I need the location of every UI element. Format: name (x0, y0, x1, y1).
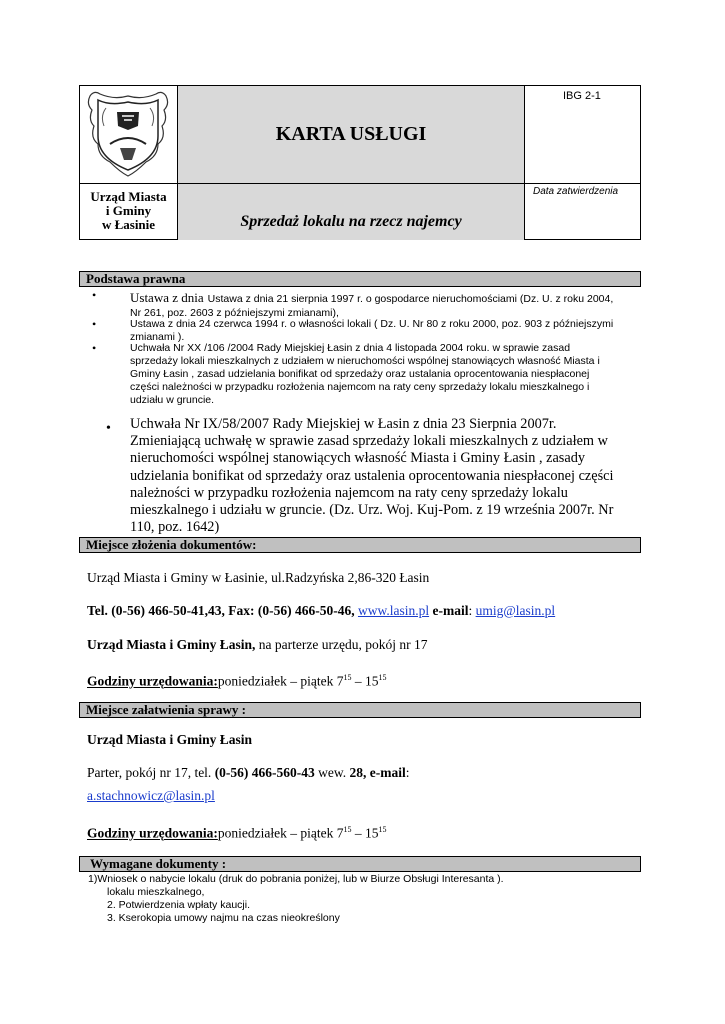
handling-hours-dash: – 15 (351, 825, 379, 841)
documents-item-2: 2. Potwierdzenia wpłaty kaucji. (107, 899, 250, 911)
card-title: KARTA USŁUGI (275, 123, 427, 145)
legal-item-4-line-3: nieruchomości wspólnej stanowiących własność Miasta i Gminy Łasin , zasady (130, 450, 586, 467)
handling-heading: Miejsce załatwienia sprawy : (79, 702, 641, 718)
legal-item-4-line-4: udzielania bonifikat od sprzedaży oraz ustalenia oprocentowania niespłaconej części (130, 467, 614, 484)
submit-office-room: na parterze urzędu, pokój nr 17 (255, 637, 428, 652)
handling-ext-label: wew. (314, 765, 350, 780)
legal-item-4-line-6: mieszkalnego i udziału w gruncie. (Dz. Urz. Woj. Kuj-Pom. z 19 września 2007r. Nr (130, 502, 614, 519)
submit-hours-label: Godziny urzędowania: (87, 673, 218, 689)
legal-item-3-line-2: sprzedaży lokali mieszkalnych z udziałem w nieruchomości wspólnej stanowiących własność Miasta i (130, 355, 600, 367)
service-name: Sprzedaż lokalu na rzecz najemcy (240, 213, 462, 230)
documents-item-1: 1)Wniosek o nabycie lokalu (druk do pobrania poniżej, lub w Biurze Obsługi Interesanta ). (88, 873, 504, 885)
submit-email-label: e-mail (432, 603, 469, 618)
submit-hours-dash: – 15 (351, 673, 379, 689)
date-cell (525, 184, 640, 240)
legal-item-1-prefix: Ustawa z dnia (130, 290, 204, 305)
header-table (79, 85, 641, 240)
coat-of-arms (80, 86, 178, 184)
legal-item-2-line-2: zmianami ). (130, 331, 185, 343)
date-label: Data zatwierdzenia (533, 186, 619, 197)
card-code: IBG 2-1 (563, 90, 601, 102)
office-line-2: i Gminy (105, 203, 152, 218)
legal-item-1-line-2: Nr 261, poz. 2603 z późniejszymi zmianami), (130, 307, 339, 319)
website-link[interactable]: www.lasin.pl (357, 603, 430, 618)
submit-hours-from-sup: 15 (343, 673, 352, 682)
handling-tel: (0-56) 466-560-43 (214, 765, 315, 780)
submit-contact: Tel. (0-56) 466-50-41,43, Fax: (0-56) 466-50-46, www.lasin.pl e-mail: umig@lasin.pl (87, 603, 556, 618)
handling-email-link[interactable]: a.stachnowicz@lasin.pl (87, 788, 215, 803)
submit-office-name: Urząd Miasta i Gminy Łasin, (87, 637, 256, 652)
legal-item-2-line-1: Ustawa z dnia 24 czerwca 1994 r. o własności lokali ( Dz. U. Nr 80 z roku 2000, poz. 903 z późniejszymi (130, 318, 614, 330)
legal-item-3-line-3: Gminy Łasin , zasad udzielania bonifikat od sprzedaży oraz ustalania oprocentowania niespłaconej (130, 368, 590, 380)
submit-hours-to-sup: 15 (378, 673, 387, 682)
submit-tel: Tel. (0-56) 466-50-41,43, Fax: (0-56) 466-50-46, (87, 603, 355, 618)
bullet-2: • (92, 317, 97, 331)
legal-heading: Podstawa prawna (79, 271, 641, 287)
handling-office: Urząd Miasta i Gminy Łasin (87, 732, 253, 747)
coat-of-arms-icon (80, 86, 176, 182)
card-title-cell (178, 86, 525, 184)
bullet-3: • (92, 341, 97, 355)
submit-hours-text: poniedziałek – piątek 7 (217, 673, 344, 689)
legal-item-4-line-5: należności w przypadku rozłożenia najemcom na raty ceny sprzedaży lokalu (130, 484, 568, 501)
legal-item-1-line-1: Ustawa z dnia 21 sierpnia 1997 r. o gospodarce nieruchomościami (Dz. U. z roku 2004, (207, 293, 614, 305)
handling-hours-from-sup: 15 (343, 825, 352, 834)
submit-email-link[interactable]: umig@lasin.pl (475, 603, 556, 618)
bullet-1: • (92, 288, 97, 302)
legal-item-4-line-2: Zmieniającą uchwałę w sprawie zasad sprzedaży lokali mieszkalnych z udziałem w (130, 433, 608, 450)
submit-heading: Miejsce złożenia dokumentów: (79, 537, 641, 553)
handling-hours-label: Godziny urzędowania: (87, 825, 218, 841)
handling-contact: Parter, pokój nr 17, tel. (0-56) 466-560-43 wew. 28, e-mail: (87, 765, 410, 780)
handling-email-label: , e-mail (363, 765, 406, 780)
legal-item-3-line-1: Uchwała Nr XX /106 /2004 Rady Miejskiej Łasin z dnia 4 listopada 2004 roku. w sprawie zasad (130, 342, 571, 354)
office-line-1: Urząd Miasta (90, 189, 167, 204)
documents-list (88, 873, 638, 925)
office-line-3: w Łasinie (101, 217, 156, 232)
legal-item-4 (130, 416, 642, 536)
legal-item-3 (130, 342, 640, 407)
documents-item-3: 3. Kserokopia umowy najmu na czas nieokreślony (107, 912, 340, 924)
submit-office (87, 637, 427, 653)
legal-item-1 (130, 289, 640, 320)
submit-hours (87, 670, 386, 690)
legal-item-3-line-4: części należności w przypadku rozłożenia najemcom na raty ceny sprzedaży lokalu mieszkalnego i (130, 381, 590, 393)
legal-item-4-line-7: 110, poz. 1642) (130, 519, 220, 536)
submit-address: Urząd Miasta i Gminy w Łasinie, ul.Radzyńska 2,86-320 Łasin (87, 570, 430, 585)
legal-item-3-line-5: udziału w gruncie. (130, 394, 215, 406)
legal-item-4-line-1: Uchwała Nr IX/58/2007 Rady Miejskiej w Łasin z dnia 23 Sierpnia 2007r. (130, 416, 557, 432)
handling-email-row (87, 788, 215, 804)
code-cell (525, 86, 640, 184)
office-cell (80, 184, 178, 240)
handling-hours-to-sup: 15 (378, 825, 387, 834)
bullet-4: • (106, 421, 111, 436)
handling-ext: 28 (349, 765, 364, 780)
documents-item-1b: lokalu mieszkalnego, (107, 886, 205, 898)
handling-room: Parter, pokój nr 17, tel. (87, 765, 215, 780)
legal-item-2 (130, 318, 640, 344)
handling-hours (87, 822, 386, 842)
documents-heading: Wymagane dokumenty : (79, 856, 641, 872)
service-cell (178, 184, 525, 240)
handling-hours-text: poniedziałek – piątek 7 (217, 825, 344, 841)
